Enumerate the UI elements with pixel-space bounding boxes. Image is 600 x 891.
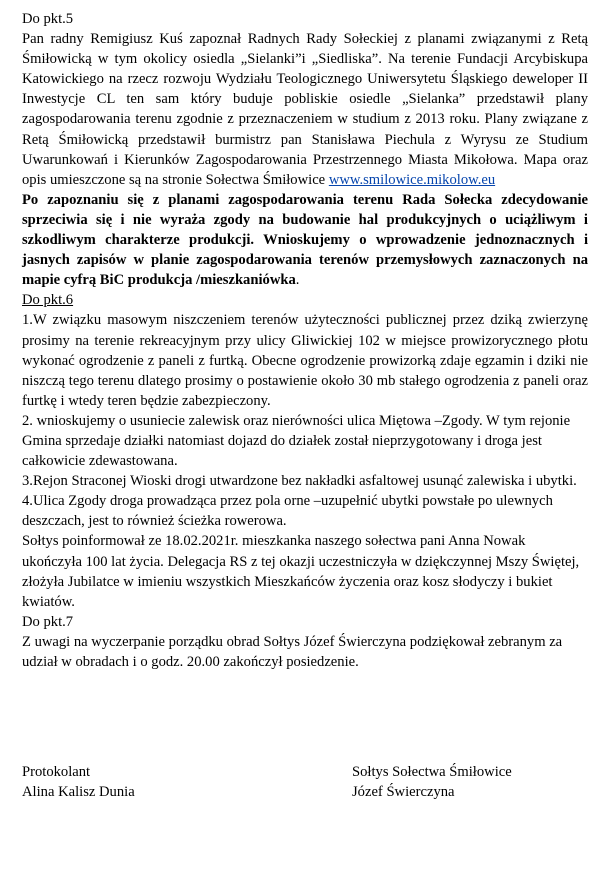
pkt7-text: Z uwagi na wyczerpanie porządku obrad Sołtys Józef Świerczyna podziękował zebranym za udział w obradach i o godz. 20.00 zakończył posiedzenie.	[22, 633, 563, 670]
pkt5-text: Pan radny Remigiusz Kuś zapoznał Radnych Rady Sołeckiej z planami związanymi z Retą Śmiłowicką w tym okolicy osiedla „Sielanki”i „Siedliska”. Na terenie Fundacji Arcybiskupa Katowickiego na rzecz rozwoju Wydziału Teologicznego Uniwersytetu Śląskiego deweloper II Inwestycje CL ten sam który buduje pobliskie osiedle „Sielanka” przedstawił plany zagospodarowania terenu zgodnie z przeznaczeniem w studium z 2013 roku. Plany związane z Retą Śmiłowicką przedstawił burmistrz pan Stanisława Piechula z Wyrysu ze Studium Uwarunkowań i Kierunków Zagospodarowania Przestrzennego Miasta Mikołowa. Mapa oraz opis umieszczone są na stronie Sołectwa Śmiłowice	[22, 31, 588, 188]
section-heading-pkt5: Do pkt.5	[22, 11, 74, 27]
signature-right-title: Sołtys Sołectwa Śmiłowice	[352, 764, 512, 780]
document-body	[22, 9, 588, 672]
website-link[interactable]: www.smilowice.mikolow.eu	[328, 171, 496, 188]
pkt5-resolution	[22, 190, 588, 290]
pkt5-resolution-text: Po zapoznaniu się z planami zagospodarowania terenu Rada Sołecka zdecydowanie sprzeciwia się i nie wyraża zgody na budowanie hal produkcyjnych o uciążliwym i szkodliwym charakterze produkcji. Wnioskujemy o wprowadzenie jednoznacznych i jasnych zapisów w planie zagospodarowania terenów przemysłowych zaznaczonych na mapie cyfrą BiC produkcja /mieszkaniówka	[22, 191, 588, 289]
pkt5-paragraph	[22, 29, 588, 190]
section-heading-pkt7: Do pkt.7	[22, 613, 74, 630]
pkt6-item-3: 3.Rejon Straconej Wioski drogi utwardzone bez nakładki asfaltowej usunąć zalewiska i ubytki.	[22, 473, 577, 490]
pkt6-item-4: 4.Ulica Zgody droga prowadząca przez pola orne –uzupełnić ubytki powstałe po ulewnych deszczach, jest to również ścieżka rowerowa.	[22, 493, 553, 530]
pkt6-item-1: 1.W związku masowym niszczeniem terenów użyteczności publicznej przez dziką zwierzynę prosimy na terenie rekreacyjnym przy ulicy Gliwickiej 102 w miejsce prowizorycznego płotu wykonać ogrodzenie z paneli z furtką. Obecne ogrodzenie prowizorką zdaje egzamin i dziki nie niszczą tego terenu dlatego prosimy o postawienie około 30 mb stałego ogrodzenia z paneli oraz furtkę i wtedy teren będzie zabezpieczony.	[22, 312, 588, 409]
pkt5-resolution-period: .	[295, 272, 300, 289]
signature-protokolant	[22, 762, 272, 802]
signature-left-name: Alina Kalisz Dunia	[22, 784, 135, 801]
signature-right-name: Józef Świerczyna	[352, 784, 455, 801]
signature-left-title: Protokolant	[22, 764, 91, 780]
pkt6-item-2: 2. wnioskujemy o usuniecie zalewisk oraz nierówności ulica Miętowa –Zgody. W tym rejonie Gmina sprzedaje działki natomiast dojazd do działek został nieprzygotowany i droga jest całkowicie zdewastowana.	[22, 412, 571, 470]
pkt6-info: Sołtys poinformował ze 18.02.2021r. mieszkanka naszego sołectwa pani Anna Nowak ukończyła 100 lat życia. Delegacja RS z tej okazji uczestniczyła w dziękczynnej Mszy Świętej, złożyła Jubilatce w imieniu wszystkich Mieszkańców życzenia oraz kosz słodyczy i bukiet kwiatów.	[22, 533, 580, 610]
section-heading-pkt6: Do pkt.6	[22, 292, 74, 309]
signature-soltys	[352, 762, 600, 802]
